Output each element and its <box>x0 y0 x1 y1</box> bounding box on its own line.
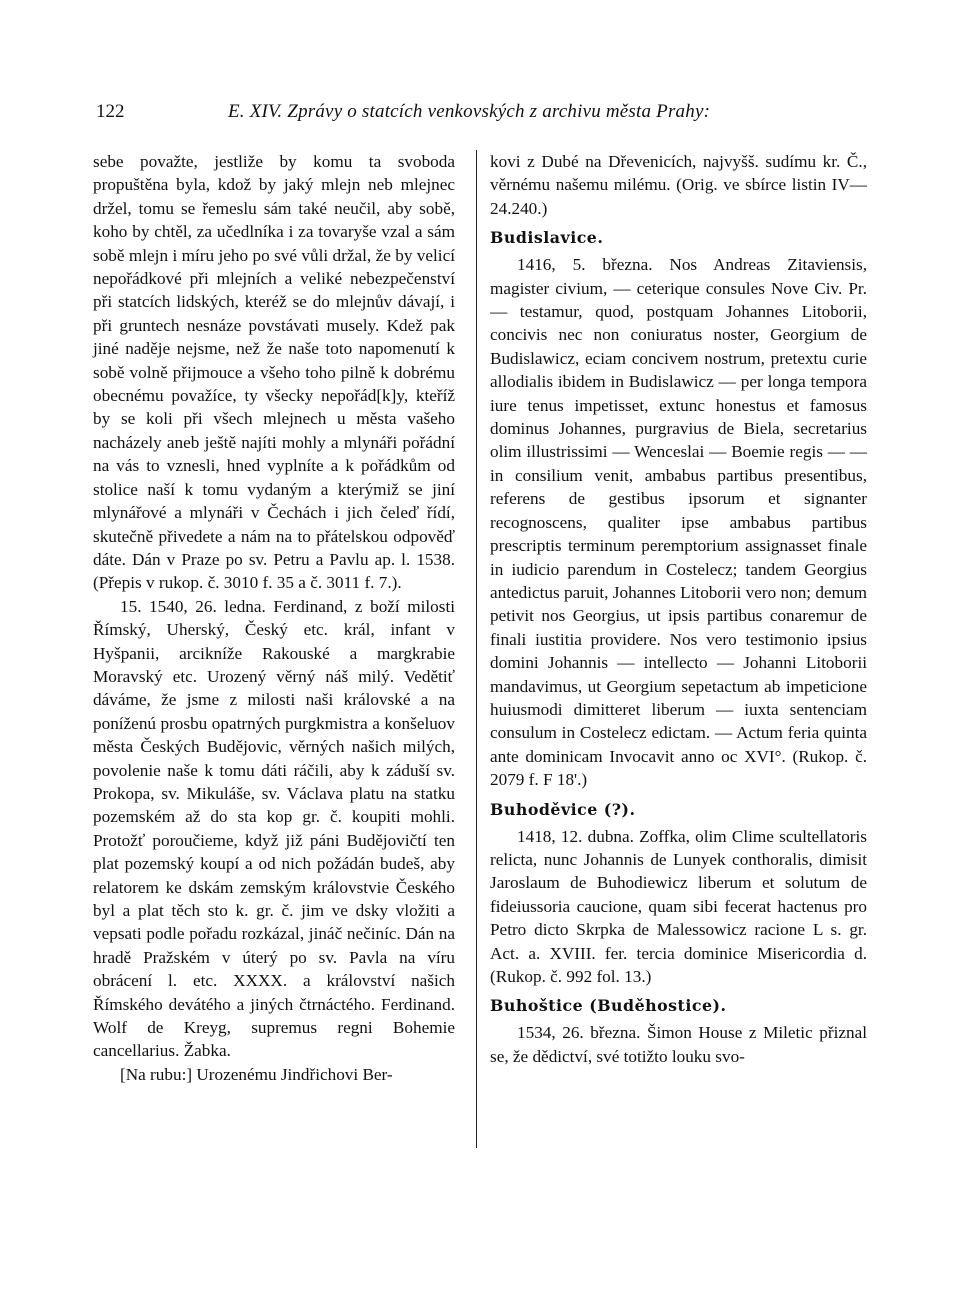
section-heading-buhodevice: Buhoděvice (?). <box>490 799 636 819</box>
right-column <box>490 150 867 1170</box>
column-divider <box>476 150 477 1148</box>
section-heading-budislavice: Budislavice. <box>490 228 604 248</box>
right-paragraph-continuation: kovi z Dubé na Dřevenicích, najvyšš. sudímu kr. Č., věrnému našemu milému. (Orig. ve sbírce listin IV—24.240.) <box>490 152 867 218</box>
section-text-budislavice: 1416, 5. března. Nos Andreas Zitaviensis, magister civium, — ceterique consules Nove Civ. Pr. — testamur, quod, postquam Johannes Litoborii, concivis nec non coniuratus noster, Georgium de Budislawicz, eciam concivem nostrum, pretextu curie allodialis ibidem in Budislawicz — per longa tempora iure tenus impetisset, extunc honestus et famosus dominus Johannes, purgravius de Biela, secretarius olim illustrissimi — Wenceslai — Boemie regis — — in consilium venit, ambabus partibus presentibus, referens de gestibus ipsorum et signanter recognoscens, qualiter ipse ambabus partibus prescriptis terminum peremptorium assignasset finale in iudicio parendum in Costelecz; tandem Georgius antedictus paruit, Johannes Litoborii vero non; demum petivit nos Georgius, ut ipsis partibus conaremur de finali iustitia providere. Nos vero testimonio ipsius domini Johannis — intellecto — Johanni Litoborii mandavimus, ut Georgium sepetactum ab impeticione huiusmodi dimitteret liberum — iuxta sentenciam consulum in Costelecz edictam. — Actum feria quinta ante dominicam Invocavit anno oc XVI°. (Rukop. č. 2079 f. F 18'.) <box>490 255 867 790</box>
section-text-buhodevice: 1418, 12. dubna. Zoffka, olim Clime scultellatoris relicta, nunc Johannis de Lunyek conthoralis, dimisit Jaroslaum de Buhodiewicz liberum et solutum de fideiussoria caucione, quam sibi fecerat hactenus pro Petro dicto Skrpka de Malessowicz racione L s. gr. Act. a. XVIII. fer. tercia dominice Misericordia d. (Rukop. č. 992 fol. 13.) <box>490 826 867 986</box>
left-paragraph-continuation: sebe považte, jestliže by komu ta svoboda propuštěna byla, kdož by jaký mlejn neb mlejnec držel, tomu se řemeslu sám také neučil, aby sobě, koho by chtěl, za učedlníka i za tovaryše vzal a sám sobě mlejn i míru jeho po své vůli držal, že by velicí nepořádkové při mlejních a veliké nebezpečenství při statcích lidských, kteréž se do mlejnův dávají, i při gruntech nesnáze povstávati musely. Kdež pak jiné naděje nejsme, než že naše toto napomenutí k sobě volně přijmouce a všeho toho pilně k dobrému obecnému považíce, ty všecky nepořád[k]y, kteříž by se koli při všech mlejnech u města vašeho nacházely aneb ještě najíti mohly a mlynáři pořádní na vás to vznesli, hned vyplníte a k pořádkům od stolice naší k tomu vydaným a kterýmiž se jiní mlynářové a mlynáři v Čechách i jich čeleď řídí, skutečně přivedete a nám na to přátelskou odpověď dáte. Dán v Praze po sv. Petru a Pavlu ap. l. 1538. (Přepis v rukop. č. 3010 f. 35 a č. 3011 f. 7.). <box>93 152 455 593</box>
left-paragraph-document-15: 15. 1540, 26. ledna. Ferdinand, z boží milosti Římský, Uherský, Český etc. král, infant v Hyšpanii, arcikníže Rakouské a margkrabie Moravský etc. Urozený věrný náš milý. Vedětiť dáváme, že jsme z milosti naši královské a na poníženú prosbu opatrných purgkmistra a konšeluov města Českých Budějovic, věrných našich milých, povolenie naše k tomu dáti ráčili, aby k záduší sv. Prokopa, sv. Mikuláše, sv. Václava platu na statku pozemském až do sta kop gr. č. koupiti mohli. Protožť poroučieme, když již páni Budějovičtí ten plat pozemský koupí a od nich požádán budeš, aby relatorem ke dskám zemským královstvie Českého byl a plat těch sto k. gr. č. jim ve dsky vložiti a vepsati podle pořadu rozkázal, jináč nečiníc. Dán na hradě Pražském v úterý po sv. Pavla na víru obrácení l. etc. XXXX. a království našich Římského devátého a jiných čtrnáctého. Ferdinand. Wolf de Kreyg, supremus regni Bohemie cancellarius. Žabka. <box>93 596 455 1061</box>
running-title: E. XIV. Zprávy o statcích venkovských z archivu města Prahy: <box>228 101 711 122</box>
left-column <box>93 150 455 1180</box>
page-number: 122 <box>96 101 125 122</box>
section-text-buhostice: 1534, 26. března. Šimon House z Miletic přiznal se, že dědictví, své totižto louku svo- <box>490 1023 867 1066</box>
left-paragraph-endorsement: [Na rubu:] Urozenému Jindřichovi Ber- <box>120 1064 393 1084</box>
page-header <box>96 101 876 125</box>
section-heading-buhostice: Buhoštice (Buděhostice). <box>490 996 727 1016</box>
